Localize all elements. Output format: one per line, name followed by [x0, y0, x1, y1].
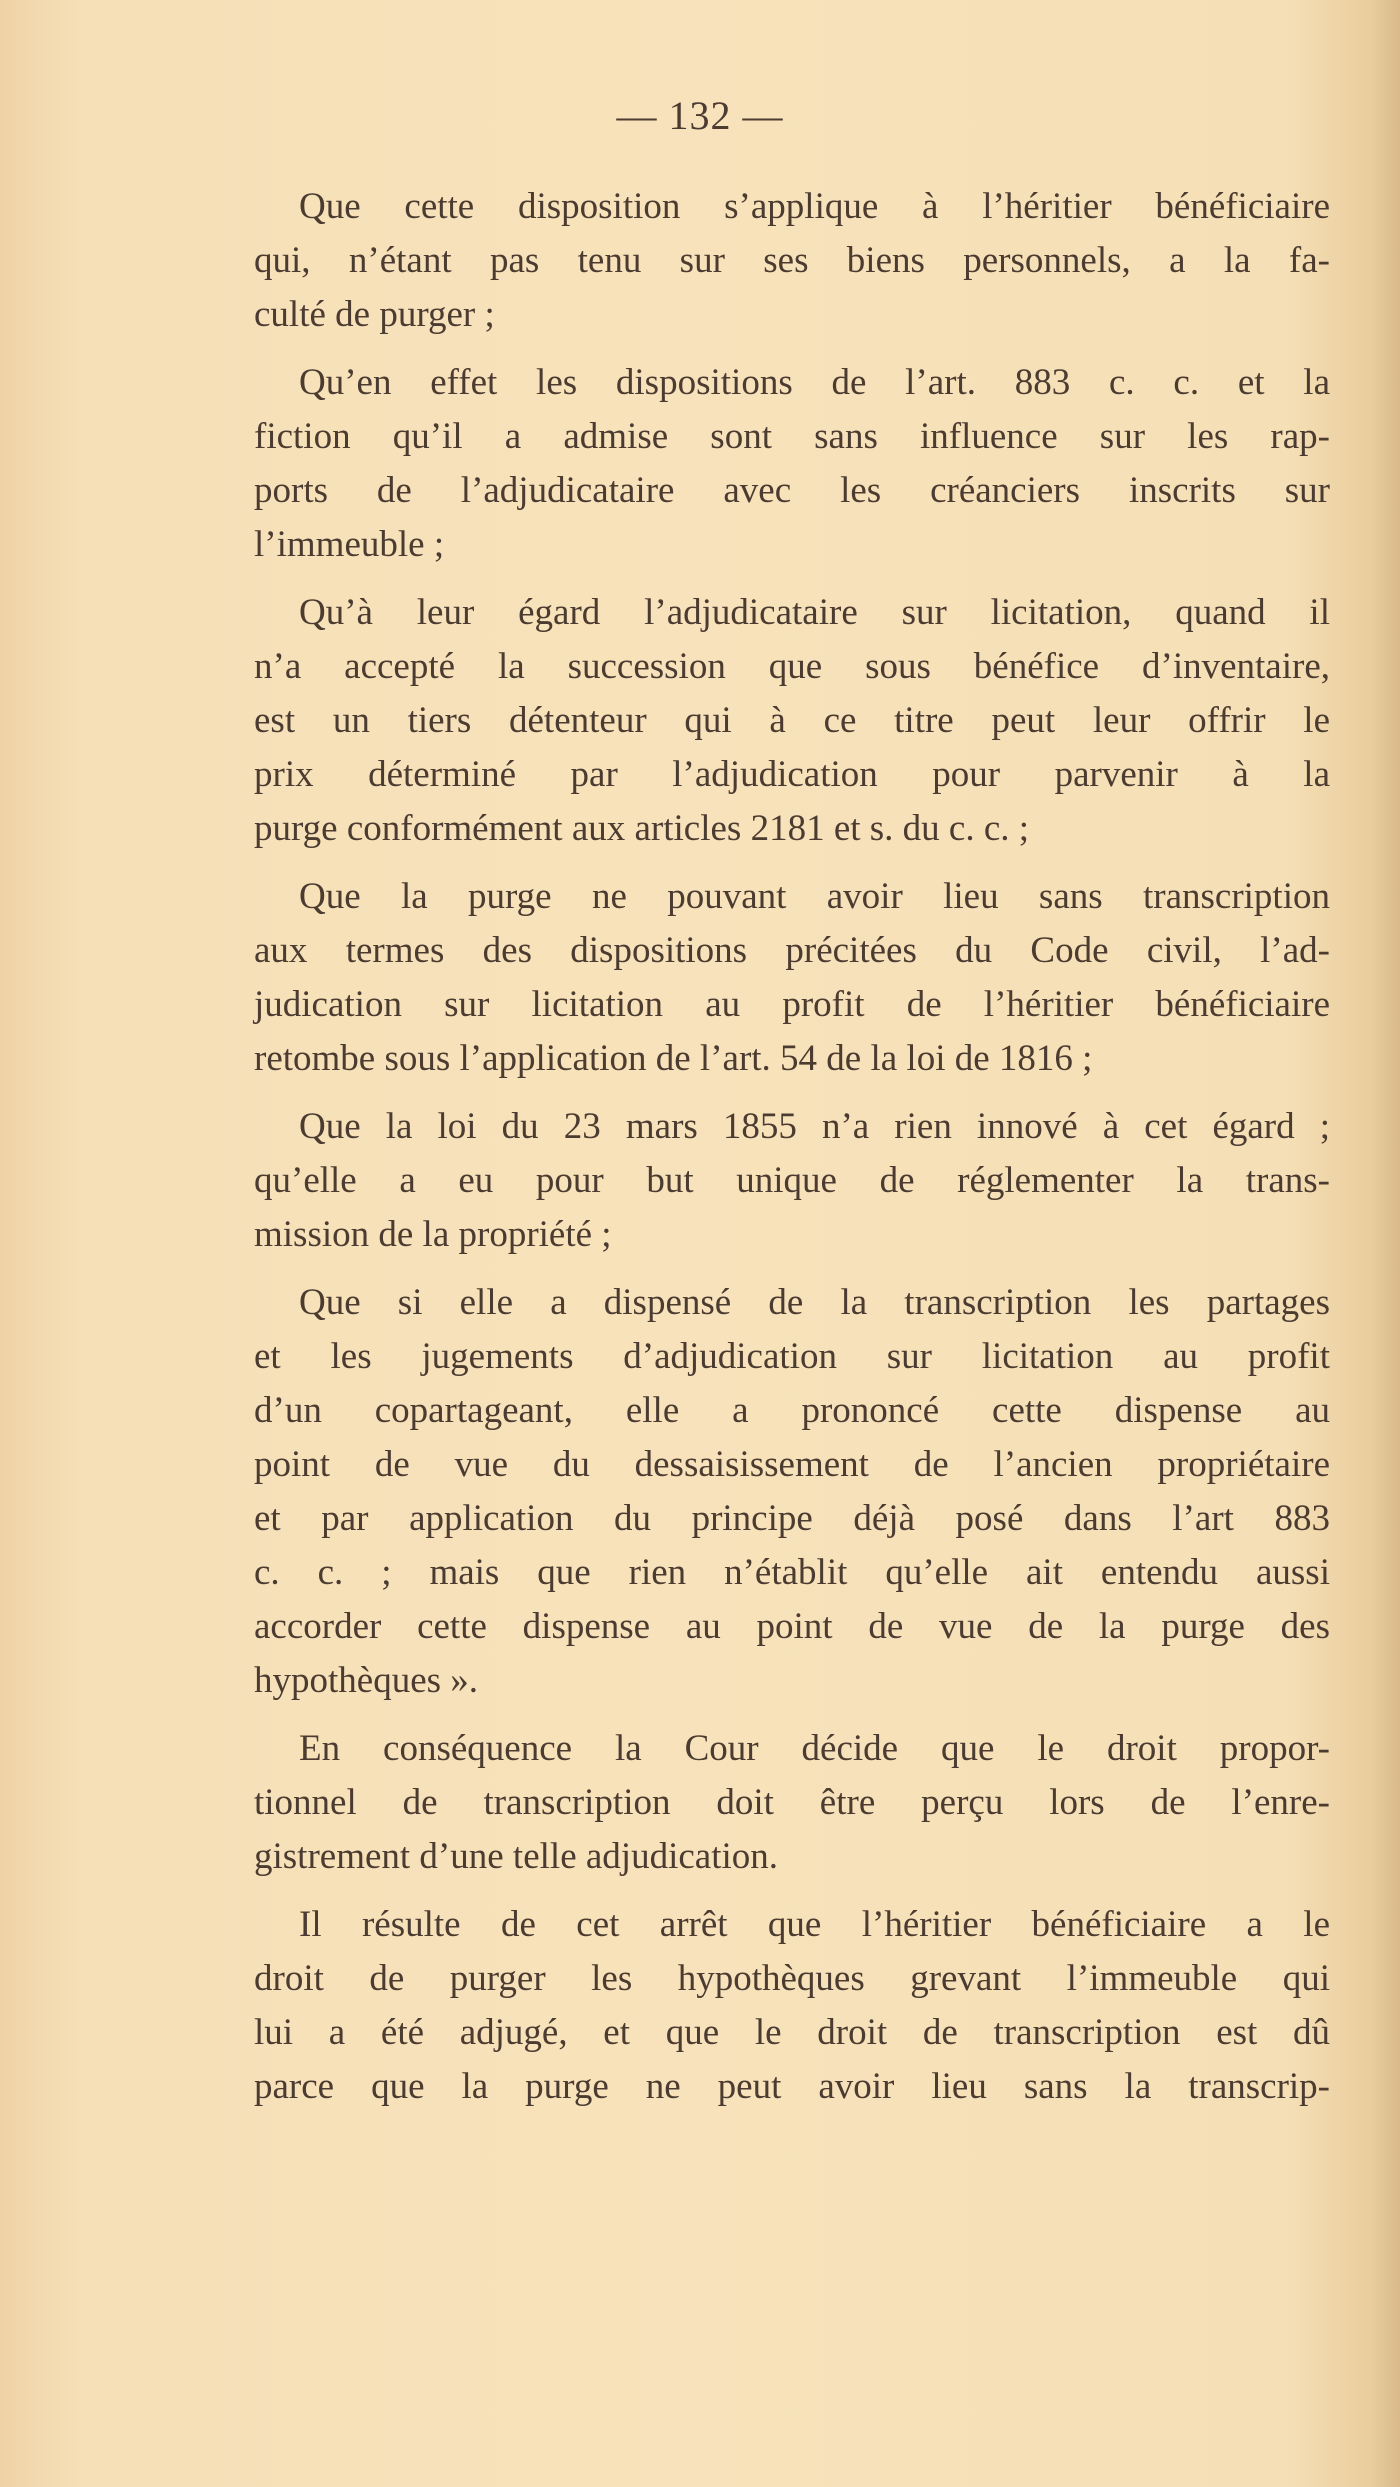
text-line: En conséquence la Cour décide que le droit propor- [299, 1728, 1330, 1769]
text-line: fiction qu’il a admise sont sans influence sur les rap- [254, 416, 1330, 457]
text-line: Que si elle a dispensé de la transcription les partages [299, 1282, 1330, 1323]
text-line: Qu’à leur égard l’adjudicataire sur licitation, quand il [299, 592, 1330, 633]
text-line: purge conformément aux articles 2181 et s. du c. c. ; [254, 808, 1030, 849]
text-line: judication sur licitation au profit de l’héritier bénéficiaire [254, 984, 1330, 1025]
text-line: culté de purger ; [254, 294, 495, 335]
paragraph [254, 1898, 1330, 2114]
paragraph [254, 356, 1330, 572]
text-line: d’un copartageant, elle a prononcé cette dispense au [254, 1390, 1330, 1431]
text-line: ports de l’adjudicataire avec les créanciers inscrits sur [254, 470, 1330, 511]
text-line: n’a accepté la succession que sous bénéfice d’inventaire, [254, 646, 1330, 687]
text-line: Que la loi du 23 mars 1855 n’a rien innové à cet égard ; [299, 1106, 1330, 1147]
text-line: tionnel de transcription doit être perçu lors de l’enre- [254, 1782, 1330, 1823]
text-line: Que la purge ne pouvant avoir lieu sans transcription [299, 876, 1330, 917]
text-line: Qu’en effet les dispositions de l’art. 883 c. c. et la [299, 362, 1330, 403]
body-text [254, 180, 1330, 2114]
paragraph [254, 586, 1330, 856]
text-line: qu’elle a eu pour but unique de réglementer la trans- [254, 1160, 1330, 1201]
paragraph [254, 870, 1330, 1086]
text-line: droit de purger les hypothèques grevant l’immeuble qui [254, 1958, 1330, 1999]
text-line: lui a été adjugé, et que le droit de transcription est dû [254, 2012, 1330, 2053]
paragraph [254, 1100, 1330, 1262]
text-line: accorder cette dispense au point de vue de la purge des [254, 1606, 1330, 1647]
text-line: c. c. ; mais que rien n’établit qu’elle ait entendu aussi [254, 1552, 1330, 1593]
page-number: — 132 — [616, 93, 784, 138]
text-line: qui, n’étant pas tenu sur ses biens personnels, a la fa- [254, 240, 1330, 281]
paragraph [254, 1722, 1330, 1884]
text-line: Il résulte de cet arrêt que l’héritier bénéficiaire a le [299, 1904, 1330, 1945]
text-line: retombe sous l’application de l’art. 54 de la loi de 1816 ; [254, 1038, 1093, 1079]
text-line: gistrement d’une telle adjudication. [254, 1836, 778, 1877]
text-line: hypothèques ». [254, 1660, 479, 1701]
text-line: prix déterminé par l’adjudication pour parvenir à la [254, 754, 1330, 795]
text-line: Que cette disposition s’applique à l’héritier bénéficiaire [299, 186, 1330, 227]
text-line: est un tiers détenteur qui à ce titre peut leur offrir le [254, 700, 1330, 741]
text-line: parce que la purge ne peut avoir lieu sans la transcrip- [254, 2066, 1330, 2107]
text-line: aux termes des dispositions précitées du Code civil, l’ad- [254, 930, 1330, 971]
text-line: mission de la propriété ; [254, 1214, 612, 1255]
paragraph [254, 180, 1330, 342]
text-line: point de vue du dessaisissement de l’ancien propriétaire [254, 1444, 1330, 1485]
text-line: et les jugements d’adjudication sur licitation au profit [254, 1336, 1330, 1377]
text-line: l’immeuble ; [254, 524, 445, 565]
text-line: et par application du principe déjà posé dans l’art 883 [254, 1498, 1330, 1539]
paragraph [254, 1276, 1330, 1708]
